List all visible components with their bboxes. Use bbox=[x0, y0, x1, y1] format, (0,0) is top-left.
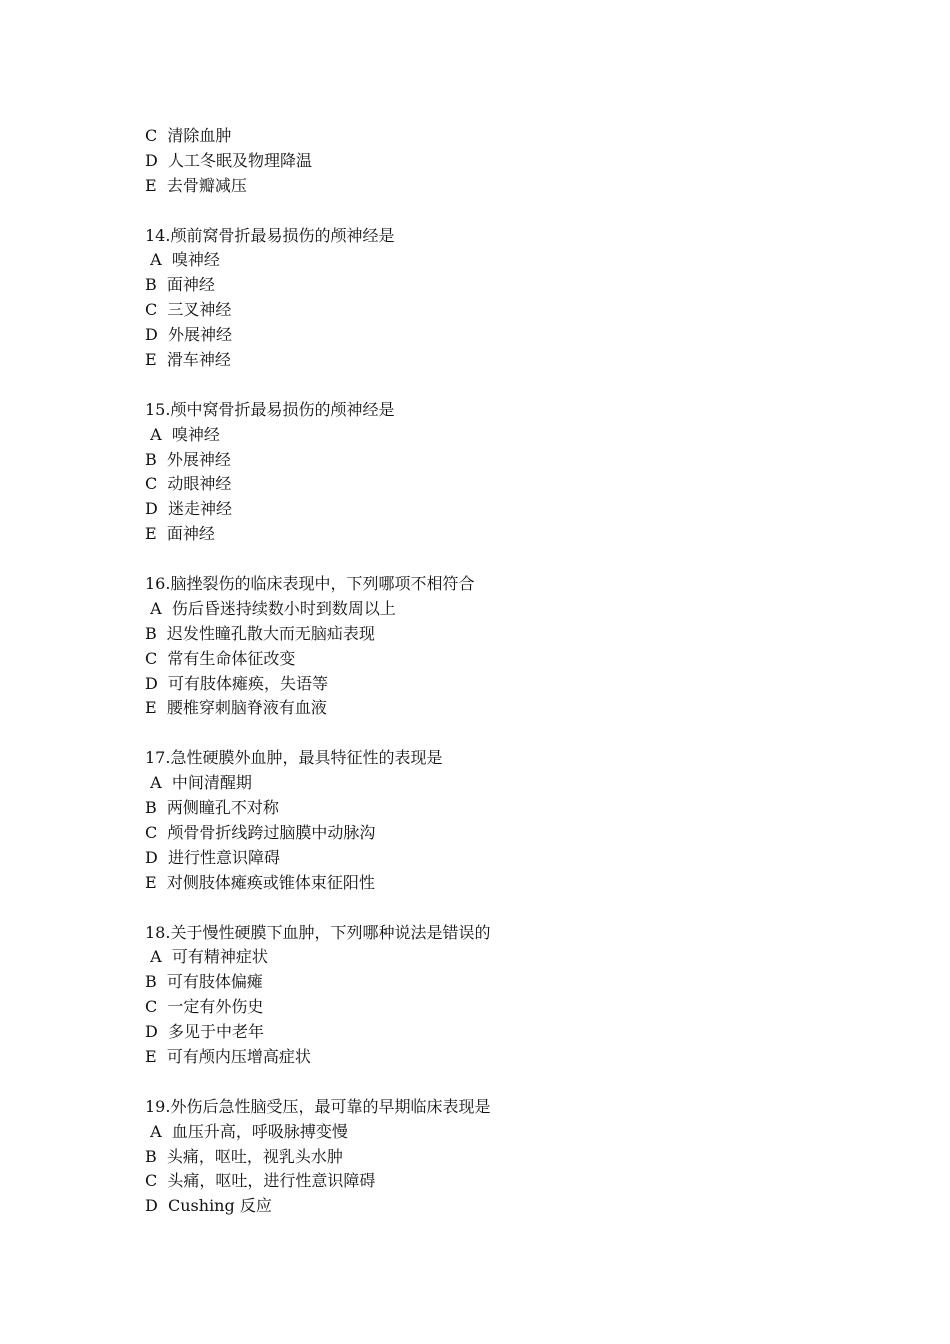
option-d: D 人工冬眠及物理降温 bbox=[145, 150, 313, 170]
option-a: A 伤后昏迷持续数小时到数周以上 bbox=[145, 598, 396, 618]
option-d: D 外展神经 bbox=[145, 325, 233, 345]
option-c: C 一定有外伤史 bbox=[145, 997, 264, 1017]
question-text: 16.脑挫裂伤的临床表现中，下列哪项不相符合 bbox=[145, 574, 475, 594]
option-b: B 外展神经 bbox=[145, 449, 231, 469]
spacer bbox=[145, 1070, 845, 1095]
option-b: B 面神经 bbox=[145, 275, 215, 295]
question-block bbox=[145, 921, 845, 1070]
question-block bbox=[145, 224, 845, 373]
option-c: C 清除血肿 bbox=[145, 126, 232, 145]
option-c: C 常有生命体征改变 bbox=[145, 648, 296, 668]
option-c: C 动眼神经 bbox=[145, 474, 232, 494]
option-c: C 头痛，呕吐，进行性意识障碍 bbox=[145, 1171, 376, 1191]
option-b: B 两侧瞳孔不对称 bbox=[145, 798, 279, 818]
option-b: B 头痛，呕吐，视乳头水肿 bbox=[145, 1146, 343, 1166]
question-text: 19.外伤后急性脑受压，最可靠的早期临床表现是 bbox=[145, 1096, 491, 1116]
question-text: 17.急性硬膜外血肿，最具特征性的表现是 bbox=[145, 748, 443, 768]
option-d: D 迷走神经 bbox=[145, 499, 233, 519]
spacer bbox=[145, 373, 845, 398]
option-d: D 多见于中老年 bbox=[145, 1022, 265, 1042]
option-d: D 可有肢体瘫痪，失语等 bbox=[145, 673, 329, 693]
spacer bbox=[145, 199, 845, 224]
option-c: C 三叉神经 bbox=[145, 300, 232, 320]
question-text: 14.颅前窝骨折最易损伤的颅神经是 bbox=[145, 225, 395, 245]
option-e: E 去骨瓣减压 bbox=[145, 175, 247, 195]
question-text: 15.颅中窝骨折最易损伤的颅神经是 bbox=[145, 399, 395, 419]
question-block bbox=[145, 746, 845, 895]
option-a: A 嗅神经 bbox=[145, 424, 220, 444]
option-e: E 滑车神经 bbox=[145, 350, 231, 370]
question-block bbox=[145, 1095, 845, 1219]
option-c: C 颅骨骨折线跨过脑膜中动脉沟 bbox=[145, 822, 376, 842]
option-a: A 中间清醒期 bbox=[145, 773, 252, 793]
option-e: E 腰椎穿刺脑脊液有血液 bbox=[145, 698, 327, 718]
spacer bbox=[145, 896, 845, 921]
option-b: B 可有肢体偏瘫 bbox=[145, 972, 263, 992]
option-a: A 可有精神症状 bbox=[145, 947, 268, 967]
option-d: D Cushing 反应 bbox=[145, 1196, 272, 1216]
document-page bbox=[145, 124, 845, 1219]
option-a: A 血压升高，呼吸脉搏变慢 bbox=[145, 1121, 348, 1141]
spacer bbox=[145, 721, 845, 746]
option-d: D 进行性意识障碍 bbox=[145, 847, 281, 867]
option-b: B 迟发性瞳孔散大而无脑疝表现 bbox=[145, 623, 375, 643]
option-a: A 嗅神经 bbox=[145, 250, 220, 270]
option-e: E 面神经 bbox=[145, 524, 215, 544]
option-list bbox=[145, 124, 845, 199]
option-e: E 可有颅内压增高症状 bbox=[145, 1046, 311, 1066]
question-text: 18.关于慢性硬膜下血肿，下列哪种说法是错误的 bbox=[145, 922, 491, 942]
spacer bbox=[145, 547, 845, 572]
question-block bbox=[145, 572, 845, 721]
question-block bbox=[145, 398, 845, 547]
option-e: E 对侧肢体瘫痪或锥体束征阳性 bbox=[145, 872, 375, 892]
